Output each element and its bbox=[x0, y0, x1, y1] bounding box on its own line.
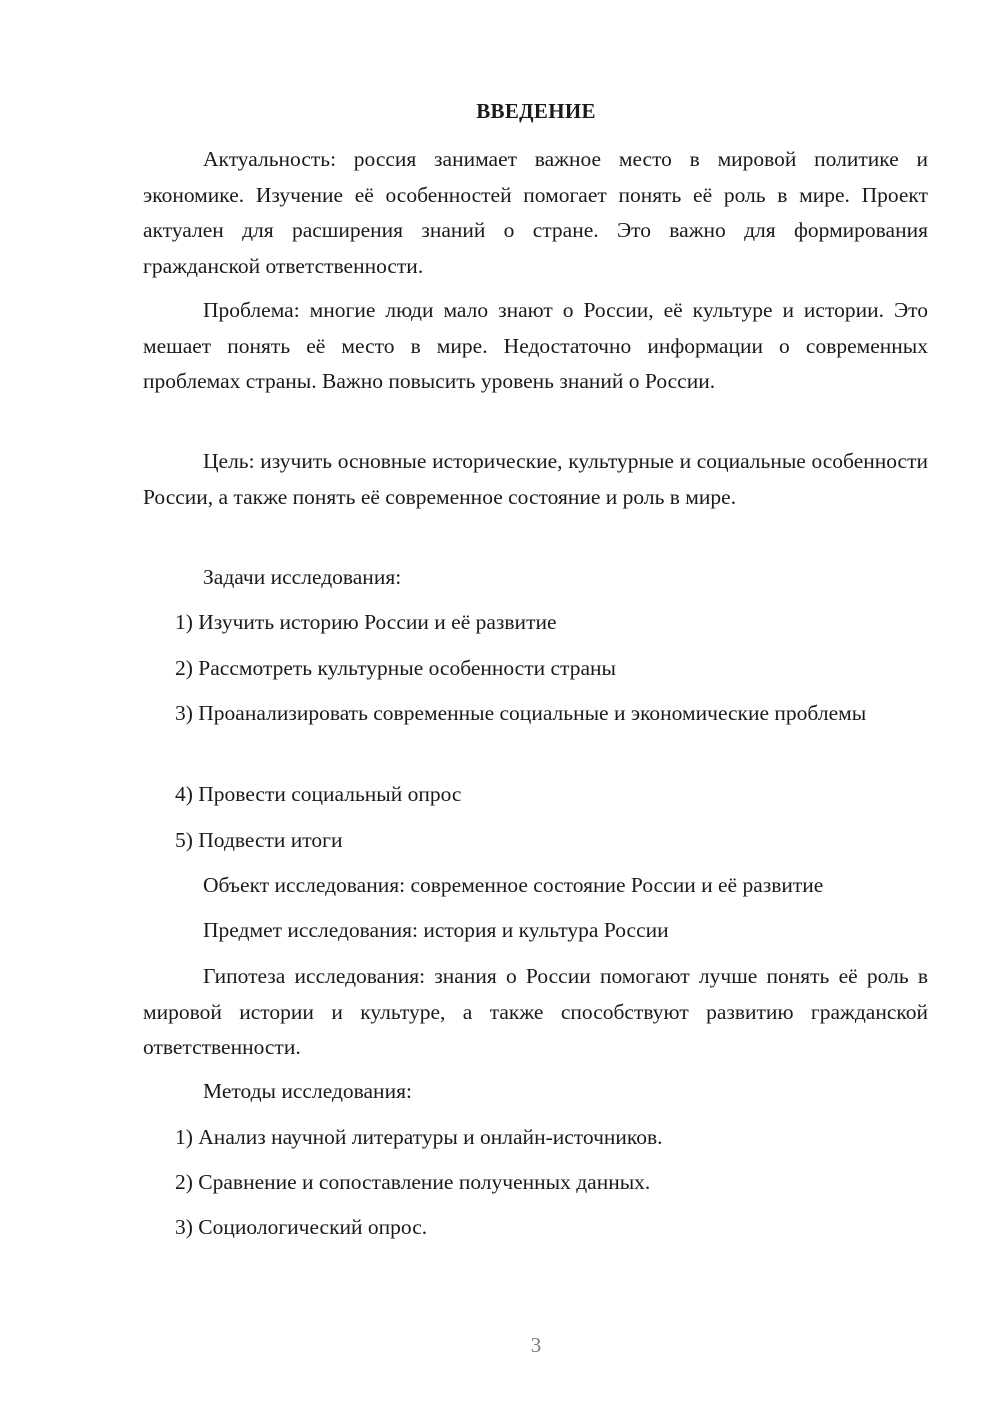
relevance-paragraph: Актуальность: россия занимает важное место в мировой политике и экономике. Изучение её особенностей помогает понять её роль в мире. Проект актуален для расширения знаний о стране. Это важно для формирования гражданской ответственности. bbox=[143, 147, 928, 278]
task-item: 1) Изучить историю России и её развитие bbox=[175, 610, 557, 634]
task-item: 3) Проанализировать современные социальные и экономические проблемы bbox=[175, 701, 867, 725]
method-item-3-block bbox=[143, 1210, 928, 1246]
task-item-2-block bbox=[143, 651, 928, 687]
task-item-3-block bbox=[143, 696, 928, 732]
task-item: 2) Рассмотреть культурные особенности страны bbox=[175, 656, 616, 680]
method-item: 2) Сравнение и сопоставление полученных данных. bbox=[175, 1170, 651, 1194]
hypothesis-paragraph: Гипотеза исследования: знания о России помогают лучше понять её роль в мировой истории и культуре, а также способствуют развитию гражданской ответственности. bbox=[143, 964, 928, 1059]
methods-heading: Методы исследования: bbox=[203, 1079, 412, 1103]
research-subject: Предмет исследования: история и культура России bbox=[203, 918, 669, 942]
method-item: 3) Социологический опрос. bbox=[175, 1215, 428, 1239]
page-number: 3 bbox=[530, 1333, 542, 1357]
relevance-block bbox=[143, 142, 928, 284]
task-item-5-block bbox=[143, 823, 928, 859]
subject-block bbox=[143, 913, 928, 949]
tasks-heading-block bbox=[143, 560, 928, 596]
problem-paragraph: Проблема: многие люди мало знают о России, её культуре и истории. Это мешает понять её место в мире. Недостаточно информации о современных проблемах страны. Важно повысить уровень знаний о России. bbox=[143, 298, 928, 393]
task-item: 5) Подвести итоги bbox=[175, 828, 343, 852]
task-item-1-block bbox=[143, 605, 928, 641]
tasks-heading: Задачи исследования: bbox=[203, 565, 402, 589]
goal-block bbox=[143, 444, 928, 515]
problem-block bbox=[143, 293, 928, 400]
task-item-4-block bbox=[143, 777, 928, 813]
method-item-2-block bbox=[143, 1165, 928, 1201]
methods-heading-block bbox=[143, 1074, 928, 1110]
object-block bbox=[143, 868, 928, 904]
method-item-1-block bbox=[143, 1120, 928, 1156]
method-item: 1) Анализ научной литературы и онлайн-источников. bbox=[175, 1125, 663, 1149]
hypothesis-block bbox=[143, 959, 928, 1066]
task-item: 4) Провести социальный опрос bbox=[175, 782, 462, 806]
section-title: ВВЕДЕНИЕ bbox=[476, 99, 596, 123]
goal-paragraph: Цель: изучить основные исторические, культурные и социальные особенности России, а также понять её современное состояние и роль в мире. bbox=[143, 449, 928, 509]
research-object: Объект исследования: современное состояние России и её развитие bbox=[203, 873, 824, 897]
